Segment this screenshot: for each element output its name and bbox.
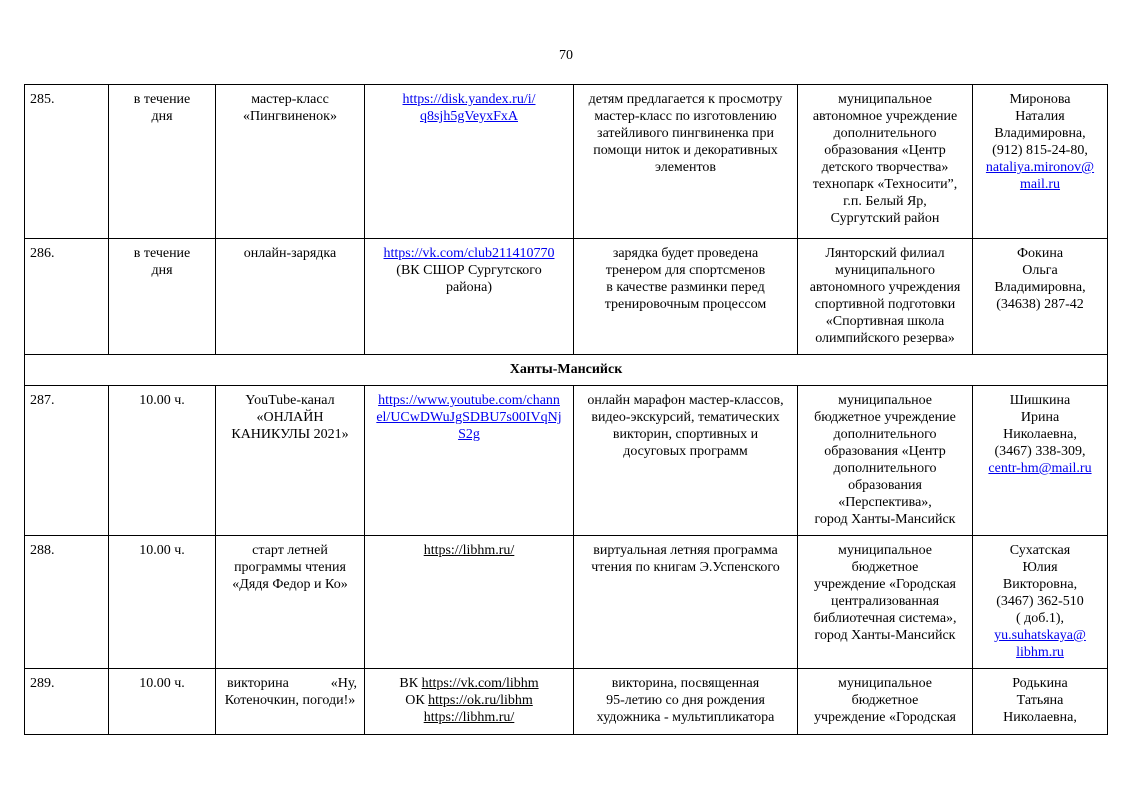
organizer-cell <box>798 85 973 239</box>
organizer-line: муниципального <box>835 263 935 278</box>
event-word: викторина <box>227 676 289 691</box>
event-line: программы чтения <box>234 560 346 575</box>
organizer-line: образования «Центр <box>824 143 946 158</box>
link-prefix: ОК <box>405 693 429 708</box>
description-line: видео-экскурсий, тематических <box>591 410 780 425</box>
event-cell <box>216 85 365 239</box>
event-line: КАНИКУЛЫ 2021» <box>231 427 349 442</box>
organizer-line: муниципальное <box>838 92 932 107</box>
time-cell <box>109 536 216 669</box>
organizer-line: олимпийского резерва» <box>815 331 955 346</box>
contact-email-link[interactable]: yu.suhatskaya@ <box>994 628 1086 643</box>
link-note: района) <box>445 280 493 295</box>
organizer-line: образования «Центр <box>824 444 946 459</box>
table-row <box>25 536 1108 669</box>
contact-line: Фокина <box>1016 246 1064 261</box>
description-cell <box>574 239 798 355</box>
contact-line: Родькина <box>1012 676 1068 691</box>
organizer-line: автономного учреждения <box>809 280 961 295</box>
organizer-line: бюджетное <box>851 560 919 575</box>
event-link[interactable]: S2g <box>458 427 480 442</box>
description-line: досуговых программ <box>623 444 748 459</box>
contact-line: Шишкина <box>1009 393 1071 408</box>
organizer-line: «Перспектива», <box>838 495 932 510</box>
contact-email-link[interactable]: nataliya.mironov@ <box>985 160 1095 175</box>
description-line: зарядка будет проведена <box>612 246 759 261</box>
events-table <box>24 84 1108 735</box>
description-line: викторин, спортивных и <box>612 427 759 442</box>
event-line: YouTube-канал <box>245 393 335 408</box>
time-line: дня <box>151 263 173 278</box>
event-line: Котеночкин, погоди!» <box>224 693 356 708</box>
event-link[interactable]: https://vk.com/libhm <box>421 676 539 691</box>
contact-cell <box>973 669 1108 735</box>
organizer-line: город Ханты-Мансийск <box>814 512 956 527</box>
organizer-line: муниципальное <box>838 676 932 691</box>
time-line: в течение <box>133 246 191 261</box>
event-line <box>219 675 361 692</box>
contact-line: Николаевна, <box>1003 427 1077 442</box>
description-line: чтения по книгам Э.Успенского <box>591 560 780 575</box>
row-number: 288. <box>25 536 109 669</box>
event-cell <box>216 386 365 536</box>
section-title: Ханты-Мансийск <box>25 355 1108 386</box>
organizer-line: муниципальное <box>838 393 932 408</box>
contact-line: Николаевна, <box>1003 710 1077 725</box>
event-link[interactable]: el/UCwDWuJgSDBU7s00IVqNj <box>376 410 562 425</box>
event-cell <box>216 536 365 669</box>
description-line: викторина, посвященная <box>611 676 760 691</box>
contact-line: Наталия <box>1015 109 1065 124</box>
contact-cell <box>973 85 1108 239</box>
time-line: 10.00 ч. <box>139 393 185 408</box>
page-number: 70 <box>559 48 573 63</box>
event-link[interactable]: q8sjh5gVeyxFxA <box>419 109 518 124</box>
contact-line: Татьяна <box>1016 693 1064 708</box>
contact-email-link[interactable]: centr-hm@mail.ru <box>988 461 1092 476</box>
link-line <box>368 692 570 709</box>
time-line: 10.00 ч. <box>139 543 185 558</box>
time-line: 10.00 ч. <box>139 676 185 691</box>
description-line: детям предлагается к просмотру <box>588 92 783 107</box>
contact-cell <box>973 239 1108 355</box>
description-line: элементов <box>654 160 717 175</box>
organizer-line: детского творчества» <box>821 160 949 175</box>
contact-line: Миронова <box>1009 92 1071 107</box>
link-line <box>368 675 570 692</box>
table-row <box>25 239 1108 355</box>
time-cell <box>109 386 216 536</box>
description-line: художника - мультипликатора <box>596 710 775 725</box>
table-row <box>25 669 1108 735</box>
link-cell[interactable] <box>365 386 574 536</box>
row-number: 287. <box>25 386 109 536</box>
event-link[interactable]: https://libhm.ru/ <box>423 710 515 725</box>
description-line: помощи ниток и декоративных <box>593 143 778 158</box>
event-line: онлайн-зарядка <box>243 246 337 261</box>
description-line: затейливого пингвиненка при <box>597 126 774 141</box>
contact-line: ( доб.1), <box>1015 611 1065 626</box>
contact-line: Юлия <box>1022 560 1058 575</box>
link-cell[interactable] <box>365 536 574 669</box>
link-cell <box>365 669 574 735</box>
description-cell <box>574 536 798 669</box>
organizer-line: библиотечная система», <box>813 611 957 626</box>
row-number: 289. <box>25 669 109 735</box>
link-note: (ВК СШОР Сургутского <box>396 263 542 278</box>
contact-line: (3467) 338-309, <box>994 444 1086 459</box>
contact-cell <box>973 386 1108 536</box>
contact-line: Сухатская <box>1009 543 1071 558</box>
contact-line: Владимировна, <box>994 126 1086 141</box>
organizer-line: учреждение «Городская <box>813 710 956 725</box>
organizer-line: бюджетное учреждение <box>814 410 956 425</box>
contact-line: Викторовна, <box>1002 577 1078 592</box>
time-cell <box>109 239 216 355</box>
organizer-cell <box>798 239 973 355</box>
time-cell <box>109 669 216 735</box>
contact-email-link[interactable]: libhm.ru <box>1016 645 1064 660</box>
event-cell <box>216 239 365 355</box>
contact-line: Ирина <box>1020 410 1060 425</box>
table-row <box>25 85 1108 239</box>
organizer-line: централизованная <box>830 594 940 609</box>
organizer-line: дополнительного <box>833 427 937 442</box>
organizer-line: бюджетное <box>851 693 919 708</box>
row-number: 285. <box>25 85 109 239</box>
description-cell <box>574 85 798 239</box>
organizer-line: г.п. Белый Яр, <box>843 194 927 209</box>
description-line: 95-летию со дня рождения <box>606 693 765 708</box>
organizer-line: дополнительного <box>833 461 937 476</box>
link-cell <box>365 239 574 355</box>
event-link[interactable]: https://ok.ru/libhm <box>428 693 533 708</box>
description-line: тренировочным процессом <box>604 297 767 312</box>
organizer-line: автономное учреждение <box>812 109 958 124</box>
contact-line: Владимировна, <box>994 280 1086 295</box>
organizer-line: технопарк «Техноситиˮ, <box>812 177 958 192</box>
organizer-cell <box>798 669 973 735</box>
event-link[interactable]: https://libhm.ru/ <box>423 543 515 558</box>
contact-cell <box>973 536 1108 669</box>
event-link[interactable]: https://www.youtube.com/chann <box>378 393 560 408</box>
description-line: в качестве разминки перед <box>606 280 765 295</box>
event-cell <box>216 669 365 735</box>
event-line: мастер-класс <box>251 92 329 107</box>
event-line: старт летней <box>252 543 328 558</box>
description-line: мастер-класс по изготовлению <box>594 109 777 124</box>
table-row <box>25 386 1108 536</box>
organizer-line: Сургутский район <box>830 211 940 226</box>
time-cell <box>109 85 216 239</box>
contact-email-link[interactable]: mail.ru <box>1019 177 1061 192</box>
description-line: тренером для спортсменов <box>605 263 766 278</box>
organizer-line: муниципальное <box>838 543 932 558</box>
event-line: «Дядя Федор и Ко» <box>232 577 348 592</box>
organizer-line: «Спортивная школа <box>825 314 945 329</box>
event-line: «Пингвиненок» <box>243 109 337 124</box>
organizer-cell <box>798 536 973 669</box>
description-line: онлайн марафон мастер-классов, <box>587 393 784 408</box>
event-line: «ОНЛАЙН <box>256 410 324 425</box>
organizer-cell <box>798 386 973 536</box>
link-prefix: ВК <box>399 676 422 691</box>
contact-line: (912) 815-24-80, <box>992 143 1088 158</box>
time-line: дня <box>151 109 173 124</box>
contact-line: (3467) 362-510 <box>996 594 1084 609</box>
time-line: в течение <box>133 92 191 107</box>
event-link[interactable]: https://vk.com/club211410770 <box>383 246 555 261</box>
event-word: «Ну, <box>330 676 357 691</box>
description-cell <box>574 386 798 536</box>
contact-line: (34638) 287-42 <box>996 297 1084 312</box>
organizer-line: город Ханты-Мансийск <box>814 628 956 643</box>
description-cell <box>574 669 798 735</box>
organizer-line: Лянторский филиал <box>825 246 945 261</box>
description-line: виртуальная летняя программа <box>593 543 778 558</box>
organizer-line: образования <box>848 478 922 493</box>
organizer-line: учреждение «Городская <box>813 577 956 592</box>
organizer-line: дополнительного <box>833 126 937 141</box>
link-cell[interactable] <box>365 85 574 239</box>
organizer-line: спортивной подготовки <box>814 297 956 312</box>
link-line <box>368 709 570 726</box>
row-number: 286. <box>25 239 109 355</box>
contact-line: Ольга <box>1022 263 1058 278</box>
section-row <box>25 355 1108 386</box>
event-link[interactable]: https://disk.yandex.ru/i/ <box>402 92 536 107</box>
